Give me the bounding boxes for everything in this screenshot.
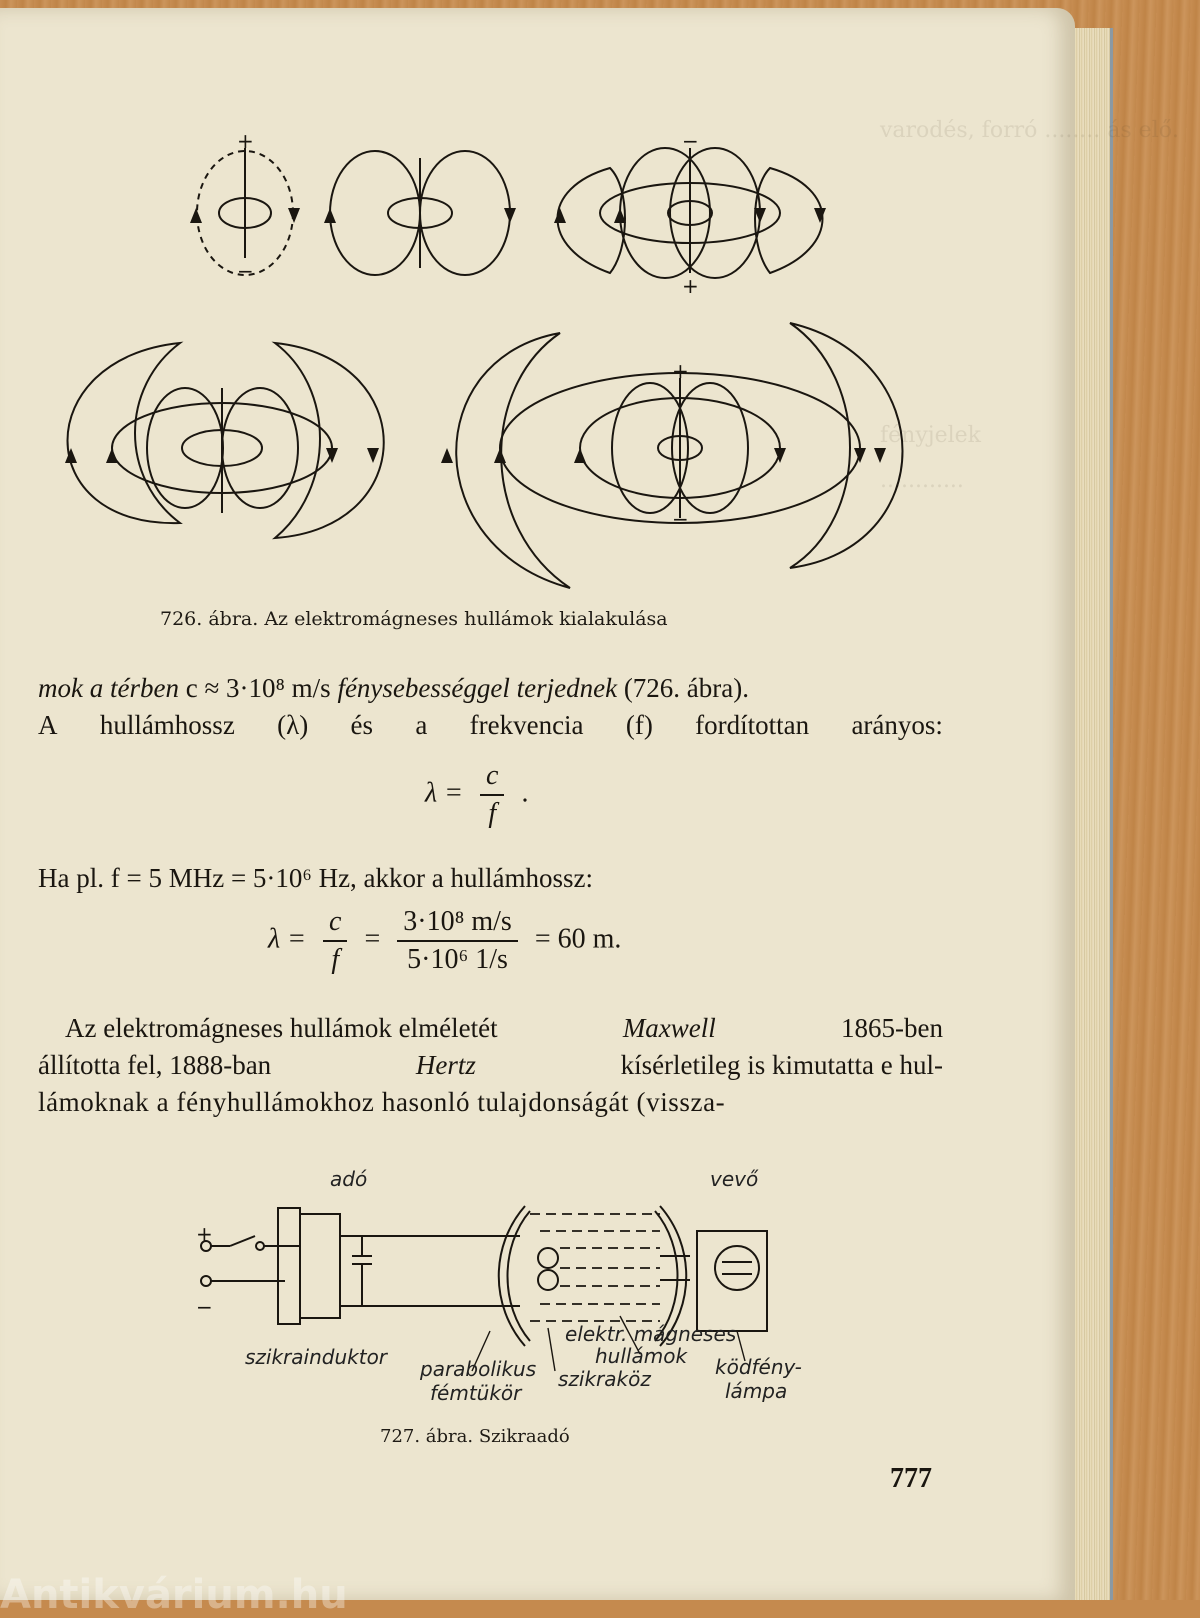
fig726-minus-sign-5: − <box>672 507 689 531</box>
page-number: 777 <box>890 1463 932 1494</box>
figure-727-caption: 727. ábra. Szikraadó <box>380 1426 570 1447</box>
para-line-3: lámoknak a fényhullámokhoz hasonló tulajdonságát (vissza- <box>38 1087 726 1117</box>
label-parabolikus: parabolikus <box>420 1357 537 1381</box>
label-szikrakoz: szikraköz <box>558 1367 651 1391</box>
figure-726-field-lines <box>0 128 1075 728</box>
para-l2-b: kísérletileg is kimutatta e hul- <box>620 1050 943 1080</box>
formula2-frac1 <box>323 906 347 976</box>
formula1-lhs: λ = <box>425 777 464 809</box>
word: a <box>415 710 428 740</box>
formula1-fraction <box>480 760 504 830</box>
formula2-num2: 3·10⁸ m/s <box>397 906 518 942</box>
label-elektr-magneses: elektr. mágneses <box>565 1322 737 1346</box>
formula2-eq: = <box>364 923 381 955</box>
formula2-num1: c <box>323 906 347 942</box>
label-hullamok: hullámok <box>595 1344 688 1368</box>
formula2-result: = 60 m. <box>534 923 622 955</box>
book-page: varodés, forró ........ ás elő. fényjelek ............ + − − + + − 726. ábra. Az elektromágneses hullámok kialakulása mok a térben c ≈ 3·10⁸ m/s fénysebességgel terjednek (726. ábra). A hullámhossz (λ) és a frekvencia (f) fordítottan arányos: λ = $\frac{c}{f}$ . Ha pl. f = 5 MHz = 5·10⁶ Hz, akkor a hullámhossz: λ = $\frac{c}{f}$ = $\frac{\text{3·10⁸ m/s}}{\text{5·10⁶ 1/s}}$ = 60 m. Az elektromágneses hullámok elméletét Maxwell 1865-ben állította fel, 1888-ban Hertz kísérletileg is kimutatta e hul- lámoknak a fényhullámokhoz hasonló tulajdonságát (vissza- + − adó vevő szikrainduktor parabolikus fémtükör elektr. mágneses hullámok szikraköz ködfény- lámpa 727. ábra. Szikraadó 777 <box>0 8 1075 1600</box>
text-line1-end: (726. ábra). <box>623 673 750 703</box>
word: arányos: <box>851 710 943 740</box>
formula2-den2: 5·10⁶ 1/s <box>407 944 508 975</box>
figure-727-spark-transmitter <box>0 1156 1075 1436</box>
watermark: Antikvárium.hu <box>0 1572 348 1618</box>
word: (λ) <box>277 710 309 740</box>
word: hullámhossz <box>99 710 235 740</box>
text-line1-italic1: mok a térben <box>38 673 179 703</box>
label-szikrainduktor: szikrainduktor <box>245 1345 388 1369</box>
para-l2-a: állította fel, 1888-ban <box>38 1050 272 1080</box>
text-line1-italic2: fénysebességgel terjednek <box>337 673 618 703</box>
text-line-2 <box>38 707 943 743</box>
text-line1-math: c ≈ 3·10⁸ m/s <box>185 673 331 703</box>
figure-726-caption: 726. ábra. Az elektromágneses hullámok kialakulása <box>160 608 668 630</box>
fig726-plus-sign-5: + <box>672 359 689 383</box>
para-l1-b: 1865-ben <box>841 1013 943 1043</box>
fig726-minus-sign-3: − <box>682 129 699 153</box>
formula2-den1: f <box>331 944 340 975</box>
formula-example <box>268 906 621 976</box>
word: A <box>38 710 58 740</box>
formula1-den: f <box>488 798 497 829</box>
label-ado: adó <box>330 1167 368 1191</box>
fig727-minus-sign: − <box>196 1295 213 1319</box>
word: és <box>350 710 374 740</box>
fig726-plus-sign-3: + <box>682 274 699 298</box>
fig727-plus-sign: + <box>196 1222 213 1246</box>
formula1-end: . <box>521 777 529 809</box>
word: frekvencia <box>469 710 584 740</box>
text-line-1 <box>38 670 943 706</box>
para-l1-a: Az elektromágneses hullámok elméletét <box>65 1013 498 1043</box>
name-hertz: Hertz <box>415 1050 476 1080</box>
formula2-frac2 <box>397 906 518 976</box>
formula1-num: c <box>480 760 504 796</box>
label-kodfeny: ködfény- <box>715 1355 802 1379</box>
word: fordítottan <box>695 710 810 740</box>
formula-wavelength <box>425 760 528 830</box>
para-line-1 <box>65 1010 943 1046</box>
label-lampa: lámpa <box>725 1379 788 1403</box>
label-vevo: vevő <box>710 1167 759 1191</box>
word: (f) <box>625 710 653 740</box>
fig726-minus-sign: − <box>237 259 254 283</box>
fig726-plus-sign: + <box>237 129 254 153</box>
name-maxwell: Maxwell <box>622 1013 716 1043</box>
formula2-lhs: λ = <box>268 923 307 955</box>
para-line-2 <box>38 1047 943 1083</box>
text-example: Ha pl. f = 5 MHz = 5·10⁶ Hz, akkor a hullámhossz: <box>38 863 594 893</box>
label-femtukor: fémtükör <box>430 1381 522 1405</box>
